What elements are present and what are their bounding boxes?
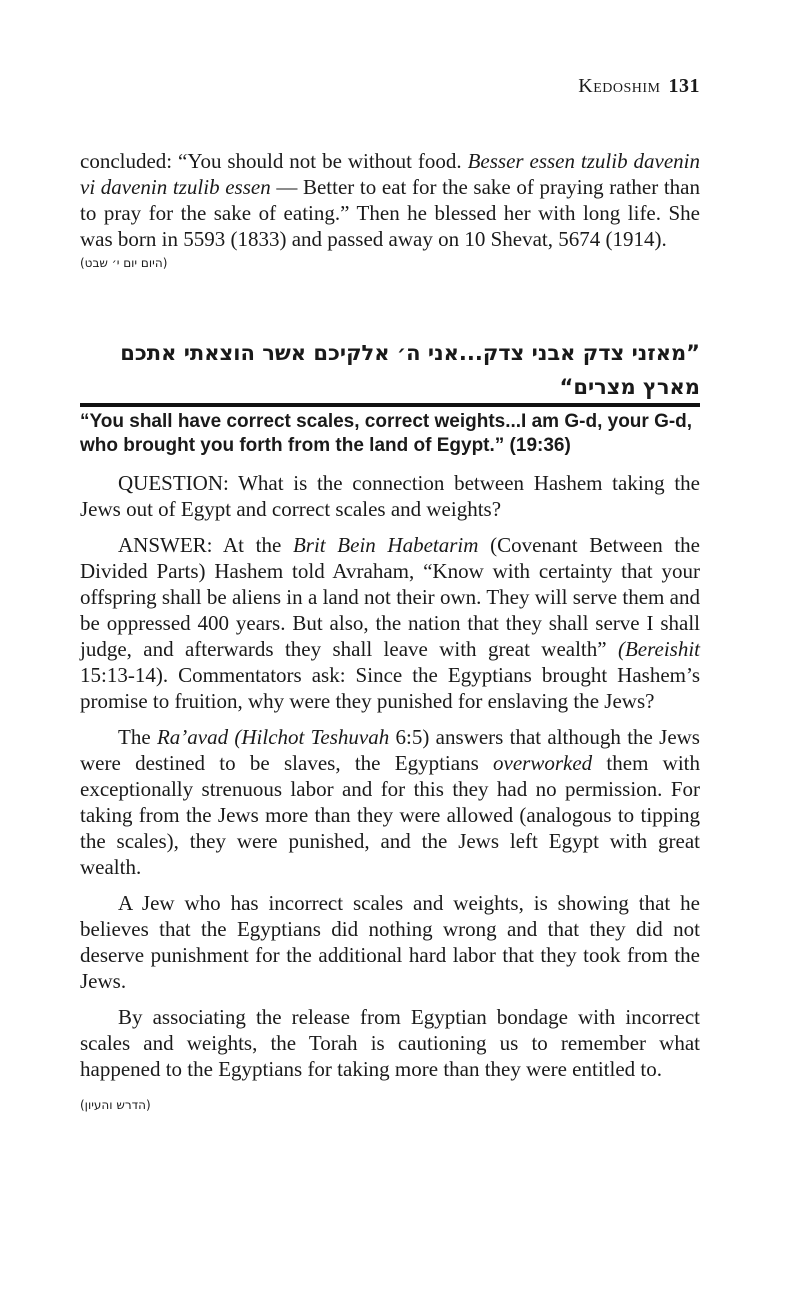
raavad-italic-1: Ra’avad (Hilchot Teshuvah (156, 725, 390, 749)
answer-paragraph (80, 532, 700, 714)
opening-text-1: concluded: “You should not be without food. (80, 149, 468, 173)
question-paragraph: QUESTION: What is the connection between Hashem taking the Jews out of Egypt and correct scales and weights? (80, 471, 700, 521)
answer-text-1: ANSWER: At the (118, 533, 293, 557)
raavad-text-1: The (118, 725, 157, 749)
main-text (80, 470, 700, 1118)
opening-text-2: — Better to eat for the sake of praying rather than to pray for the sake of eating.” Then he blessed her with long life. She was born in 5593 (1833) and passed away on 10 Shevat, 5674 (1914). (80, 175, 700, 251)
raavad-italic-2: overworked (493, 751, 593, 775)
raavad-text-3: them with exceptionally strenuous labor and for this they had no permission. For taking from the Jews more than they were allowed (analogous to tipping the scales), they were punished, and the Jews left Egypt with great wealth. (80, 751, 701, 879)
answer-text-3: 15:13-14). Commentators ask: Since the Egyptians brought Hashem’s promise to fruition, why were they punished for enslaving the Jews? (80, 663, 700, 713)
answer-italic-1: Brit Bein Habetarim (292, 533, 479, 557)
answer-italic-2: (Bereishit (617, 637, 700, 661)
scales-paragraph: A Jew who has incorrect scales and weights, is showing that he believes that the Egyptians did nothing wrong and that they did not deserve punishment for the additional hard labor that they took from the Jews. (80, 891, 700, 993)
heading-divider (80, 403, 700, 407)
opening-paragraph (80, 148, 700, 252)
raavad-paragraph (80, 724, 700, 880)
page-number: 131 (668, 75, 700, 97)
hebrew-verse-heading: ”מאזני צדק אבני צדק...אני ה׳ אלקיכם אשר הוצאתי אתכם מארץ מצרים“ (120, 341, 700, 399)
source-citation-1: (היום יום י׳ שבט) (80, 256, 168, 270)
answer-text-2: (Covenant Between the Divided Parts) Hashem told Avraham, “Know with certainty that your offspring shall be aliens in a land not their own. They will serve them and be oppressed 400 years. But also, the nation that they shall serve I shall judge, and afterwards they shall leave with great wealth” (80, 533, 701, 661)
english-verse-heading: “You shall have correct scales, correct weights...I am G-d, your G-d, who brought you forth from the land of Egypt.” (19:36) (80, 411, 693, 456)
torah-paragraph: By associating the release from Egyptian bondage with incorrect scales and weights, the Torah is cautioning us to remember what happened to the Egyptians for taking more than they were entitled to. (80, 1005, 700, 1081)
opening-yiddish-quote: Besser essen tzulib davenin vi davenin tzulib essen (80, 149, 701, 199)
opening-section (80, 148, 700, 270)
source-citation-2: (הדרש והעיון) (80, 1098, 151, 1112)
running-head-title: Kedoshim (578, 75, 661, 97)
running-head (578, 75, 700, 98)
raavad-text-2: 6:5) answers that although the Jews were destined to be slaves, the Egyptians (80, 725, 700, 775)
